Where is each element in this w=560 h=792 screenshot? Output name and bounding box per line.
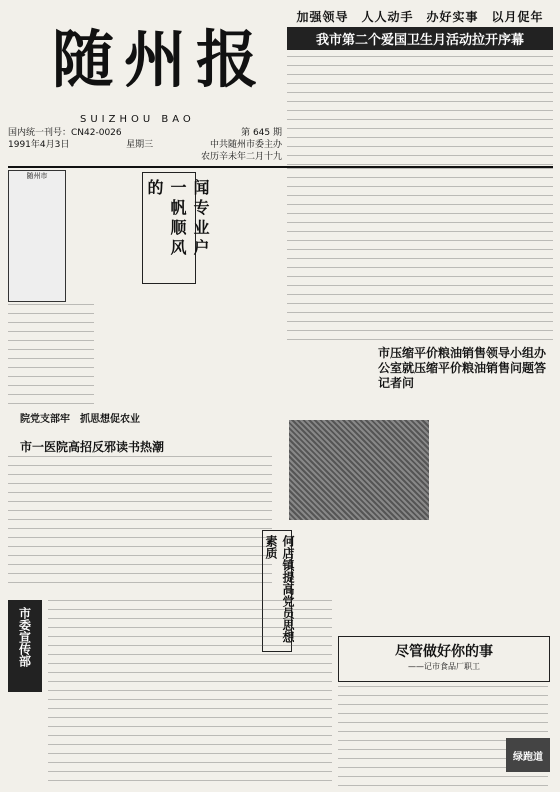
top-story-text [287,56,553,166]
lead-story-text [287,168,553,340]
bottom-slogan-box [338,636,550,682]
ad-label: 随州市 [26,172,48,180]
middle-story-text [8,456,272,590]
top-banner [287,8,553,48]
ad-box-top-left [8,170,66,302]
newspaper-title: 随州报 [52,23,269,96]
bottom-slogan-sub: ——记市食品厂职工 [408,662,480,671]
bottom-left-banner-text: 市委宣传部 [17,607,32,667]
lunar-date: 农历辛未年二月十九 [200,152,282,162]
news-photo [289,420,429,520]
masthead-meta [8,127,282,163]
left-feature-title: 闻专业户一帆顺风的 [145,179,210,259]
lead-headline: 市压缩平价粮油销售领导小组办公室就压缩平价粮油销售问题答记者问 [378,346,547,390]
publish-date: 1991年4月3日 [8,140,70,150]
vertical-tag: 何店镇提高党员思想素质 [264,535,295,643]
top-headline: 我市第二个爱国卫生月活动拉开序幕 [287,27,553,50]
weekday: 星期三 [126,140,154,150]
bottom-left-banner [8,600,42,692]
left-feature-box [142,172,210,284]
slogan-line: 加强领导 人人动手 办好实事 以月促年 [296,10,544,24]
bottom-story-text [48,600,332,786]
corner-badge: 绿跑道 [506,738,550,772]
publisher: 中共随州市委主办 [209,140,282,150]
bottom-slogan-headline: 尽管做好你的事 [395,644,493,660]
left-column-text [8,304,94,404]
left-feature-subheadline: 院党支部牢 抓思想促农业 [20,414,140,425]
masthead [8,8,282,164]
middle-headline: 市一医院高招反邪读书热潮 [20,440,165,454]
serial-code: 国内统一刊号：CN42-0026 [8,128,122,138]
issue-number: 第 645 期 [241,128,282,138]
newspaper-pinyin: SUIZHOU BAO [80,114,195,125]
